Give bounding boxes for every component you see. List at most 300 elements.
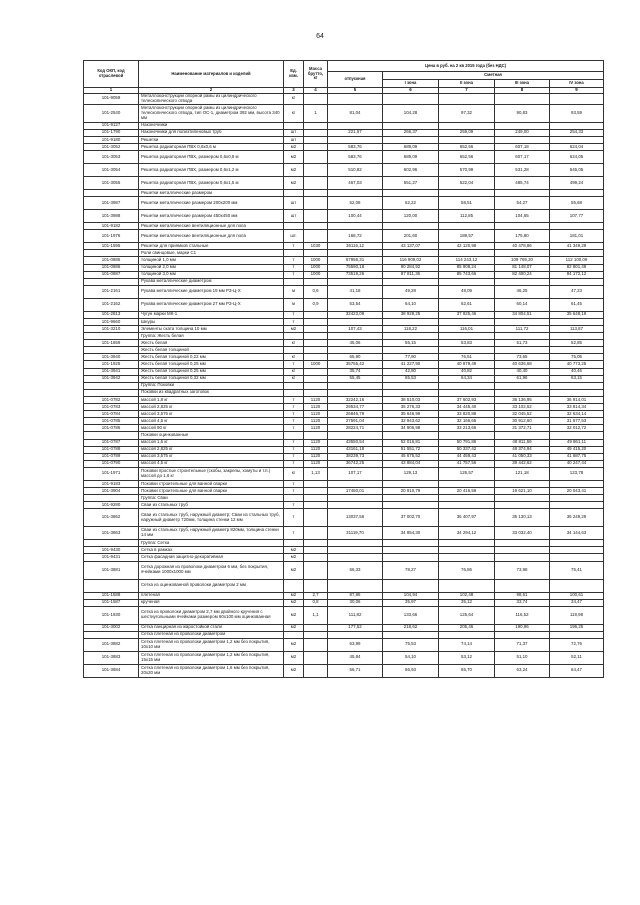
cell-zone2: 50 337,42 (439, 446, 495, 453)
cell-zone4: 34,47 (550, 599, 604, 606)
cell-zone4 (550, 94, 604, 105)
cell-name: Сетка плетеная из проволоки диаметром (139, 631, 284, 638)
cell-zone4: 31 577,53 (550, 418, 604, 425)
cell-zone4 (550, 278, 604, 285)
cell-zone3 (495, 547, 550, 554)
cell-otpusk (328, 318, 383, 325)
cell-otpusk: 53,54 (328, 298, 383, 311)
cell-name: Сетка фасадная защитно-декоративная (139, 554, 284, 561)
col-number: 8 (495, 88, 550, 94)
cell-code: 101-3055 (84, 177, 139, 190)
cell-unit: м2 (284, 599, 304, 606)
table-row (84, 651, 604, 664)
col-number: 7 (439, 88, 495, 94)
header-mass: Масса брутто, кг (304, 61, 328, 88)
cell-unit: м2 (284, 664, 304, 677)
cell-otpusk: 35755,42 (328, 361, 383, 368)
cell-zone4: 72,76 (550, 638, 604, 651)
cell-mass: 1,1 (304, 606, 328, 624)
cell-zone3 (495, 480, 550, 487)
cell-zone2: 64,34 (439, 375, 495, 382)
cell-code (84, 382, 139, 389)
cell-unit: т (284, 404, 304, 411)
cell-name: Шнуры (139, 318, 284, 325)
cell-zone2 (439, 136, 495, 143)
cell-zone3: 40 478,86 (495, 243, 550, 250)
cell-code: 101-2162 (84, 298, 139, 311)
cell-name: Поковки строительные для ванной сварки (139, 480, 284, 487)
cell-zone2: 58,51 (439, 197, 495, 210)
cell-zone1: 43 137,07 (383, 243, 439, 250)
cell-zone1 (383, 318, 439, 325)
cell-code (84, 389, 139, 396)
cell-zone1 (383, 250, 439, 257)
cell-zone1: 90 284,92 (383, 264, 439, 271)
cell-name: массой 1,8 кг (139, 396, 284, 403)
cell-code: 101-1930 (84, 606, 139, 624)
cell-zone4 (550, 547, 604, 554)
cell-unit: т (284, 271, 304, 278)
header-name: Наименование материалов и изделий (139, 61, 284, 88)
cell-code: 101-3052 (84, 143, 139, 150)
cell-name: Сваи из стальных труб (139, 502, 284, 509)
header-zone4: IV зона (550, 80, 604, 88)
cell-unit: шт. (284, 230, 304, 243)
cell-name: Решетка радиаторная ПВХ, размером 0,6х1,5 м (139, 177, 284, 190)
cell-code: 101-3904 (84, 487, 139, 494)
cell-mass (304, 561, 328, 579)
cell-zone4 (550, 540, 604, 547)
cell-code (84, 631, 139, 638)
cell-name: Наконечники (139, 122, 284, 129)
cell-code: 101-9127 (84, 122, 139, 129)
cell-zone3 (495, 223, 550, 230)
cell-otpusk: 221,57 (328, 129, 383, 136)
cell-code: 101-2161 (84, 285, 139, 298)
cell-unit: шт (284, 210, 304, 223)
cell-zone1: 602,96 (383, 164, 439, 177)
cell-zone4: 55,68 (550, 197, 604, 210)
cell-unit: т (284, 243, 304, 250)
cell-mass (304, 94, 328, 105)
cell-code: 101-3882 (84, 638, 139, 651)
cell-otpusk: 36116,12 (328, 243, 383, 250)
cell-zone4 (550, 318, 604, 325)
cell-otpusk: 583,76 (328, 151, 383, 164)
cell-zone3 (495, 333, 550, 340)
cell-zone2: 189,57 (439, 230, 495, 243)
cell-zone4 (550, 631, 604, 638)
cell-zone3: 190,96 (495, 624, 550, 631)
cell-name: Жесть белая толщиной 0,25 мм (139, 361, 284, 368)
table-row (84, 509, 604, 527)
cell-unit: т (284, 487, 304, 494)
cell-mass (304, 527, 328, 540)
cell-mass (304, 638, 328, 651)
cell-otpusk: 583,76 (328, 143, 383, 150)
cell-zone3 (495, 250, 550, 257)
cell-unit: м2 (284, 554, 304, 561)
cell-code: 101-2540 (84, 104, 139, 122)
table-row (84, 624, 604, 631)
cell-otpusk (328, 223, 383, 230)
cell-zone1: 201,60 (383, 230, 439, 243)
cell-name: Решетки металлические вентиляционные для пола (139, 223, 284, 230)
cell-zone4 (550, 190, 604, 197)
cell-mass (304, 651, 328, 664)
cell-zone3: 40 636,68 (495, 361, 550, 368)
col-number: 9 (550, 88, 604, 94)
cell-otpusk: 27591,04 (328, 418, 383, 425)
cell-code: 101-3881 (84, 561, 139, 579)
cell-zone1: 104,94 (383, 592, 439, 599)
cell-zone2: 259,09 (439, 129, 495, 136)
cell-zone4: 49 861,11 (550, 439, 604, 446)
cell-mass (304, 631, 328, 638)
cell-zone1: 104,28 (383, 104, 439, 122)
cell-unit: т (284, 318, 304, 325)
cell-zone2: 76,51 (439, 354, 495, 361)
cell-name: Группа: Жесть белая (139, 333, 284, 340)
cell-zone1: 38 929,25 (383, 311, 439, 318)
cell-zone1: 37 002,70 (383, 509, 439, 527)
cell-mass (304, 278, 328, 285)
page-number: 64 (316, 33, 324, 40)
cell-zone4 (550, 432, 604, 439)
cell-name: Рукава металлические диаметром 27 мм РЗ-Ц-Х (139, 298, 284, 311)
cell-mass (304, 347, 328, 354)
cell-zone3: 48 811,59 (495, 439, 550, 446)
cell-unit (284, 347, 304, 354)
cell-zone3: 73,98 (495, 561, 550, 579)
cell-zone4 (550, 382, 604, 389)
cell-otpusk: 67956,31 (328, 257, 383, 264)
cell-code: 101-0782 (84, 396, 139, 403)
cell-mass (304, 480, 328, 487)
cell-otpusk (328, 547, 383, 554)
cell-zone2: 48,09 (439, 285, 495, 298)
cell-mass (304, 579, 328, 592)
cell-zone3: 33,74 (495, 599, 550, 606)
cell-zone1: 51 551,72 (383, 446, 439, 453)
cell-code (84, 347, 139, 354)
cell-unit: м2 (284, 561, 304, 579)
header-zone2: II зона (439, 80, 495, 88)
cell-zone2: 42 120,98 (439, 243, 495, 250)
cell-mass: 1120 (304, 453, 328, 460)
table-row (84, 418, 604, 425)
price-table (83, 60, 604, 678)
cell-unit (284, 382, 304, 389)
header-smetnaya: Сметная (383, 72, 604, 80)
cell-code: 101-9182 (84, 223, 139, 230)
cell-unit: т (284, 411, 304, 418)
cell-zone2: 112,85 (439, 210, 495, 223)
header-code: Код ОКП, код отраслевой (84, 61, 139, 88)
cell-zone2: 116,01 (439, 326, 495, 333)
cell-mass (304, 502, 328, 509)
cell-zone2: 35,12 (439, 599, 495, 606)
cell-zone3: 485,74 (495, 177, 550, 190)
cell-zone1: 689,09 (383, 143, 439, 150)
cell-name: Жесть белая толщиной 0,32 мм (139, 375, 284, 382)
cell-zone3 (495, 278, 550, 285)
cell-code (84, 250, 139, 257)
cell-zone4: 113,87 (550, 326, 604, 333)
cell-mass (304, 250, 328, 257)
cell-zone2 (439, 223, 495, 230)
cell-code: 101-1976 (84, 230, 139, 243)
cell-zone2 (439, 122, 495, 129)
cell-zone1 (383, 432, 439, 439)
table-row (84, 425, 604, 432)
table-row (84, 347, 604, 354)
cell-zone4: 49 415,20 (550, 446, 604, 453)
cell-code: 101-3988 (84, 210, 139, 223)
cell-unit: кг (284, 354, 304, 361)
table-row (84, 311, 604, 318)
cell-zone3: 54,27 (495, 197, 550, 210)
cell-unit (284, 278, 304, 285)
cell-otpusk: 75590,18 (328, 264, 383, 271)
table-row (84, 298, 604, 311)
cell-otpusk (328, 502, 383, 509)
cell-zone3: 109 769,20 (495, 257, 550, 264)
cell-zone3: 46,25 (495, 285, 550, 298)
cell-name: Рукава металлические диаметром 15 мм РЗ-Ц-Х (139, 285, 284, 298)
cell-name: Жесть белая толщиной (139, 347, 284, 354)
cell-mass (304, 624, 328, 631)
cell-zone4 (550, 250, 604, 257)
cell-zone4: 40,46 (550, 368, 604, 375)
cell-unit: т (284, 264, 304, 271)
cell-name: Сетка дорожная из проволоки диаметром 6 мм, без покрытия, ячейками 1000х1000 мм (139, 561, 284, 579)
cell-zone4: 196,25 (550, 624, 604, 631)
cell-name: Группа: Поковки (139, 382, 284, 389)
cell-otpusk (328, 136, 383, 143)
cell-code: 101-1971 (84, 467, 139, 480)
cell-zone4: 624,05 (550, 151, 604, 164)
cell-mass (304, 509, 328, 527)
cell-name: Наконечники для полиэтиленовых труб (139, 129, 284, 136)
table-row (84, 129, 604, 136)
cell-zone3: 116,52 (495, 606, 550, 624)
cell-otpusk: 45,06 (328, 340, 383, 347)
cell-code: 101-3940 (84, 354, 139, 361)
cell-otpusk: 41,18 (328, 285, 383, 298)
cell-name: Жесть белая толщиной 0,25 мм (139, 368, 284, 375)
cell-mass (304, 487, 328, 494)
cell-mass (304, 375, 328, 382)
cell-mass: 1030 (304, 243, 328, 250)
cell-zone1: 42,80 (383, 368, 439, 375)
cell-zone3: 33 032,40 (495, 527, 550, 540)
cell-name: массой 3,575 кг (139, 411, 284, 418)
cell-mass (304, 177, 328, 190)
table-row (84, 250, 604, 257)
cell-name: массой 1,6 кг (139, 439, 284, 446)
cell-code: 101-3210 (84, 326, 139, 333)
cell-otpusk: 43550,54 (328, 439, 383, 446)
col-number: 2 (139, 88, 284, 94)
cell-otpusk: 107,43 (328, 326, 383, 333)
cell-unit (284, 122, 304, 129)
cell-code: 101-0786 (84, 425, 139, 432)
cell-unit (284, 495, 304, 502)
cell-otpusk (328, 94, 383, 105)
cell-otpusk (328, 250, 383, 257)
cell-name: толщиной 3,0 мм (139, 271, 284, 278)
cell-zone1: 55,15 (383, 340, 439, 347)
cell-unit (284, 250, 304, 257)
cell-zone4 (550, 122, 604, 129)
cell-zone4: 47,23 (550, 285, 604, 298)
cell-zone2: 33 213,66 (439, 425, 495, 432)
cell-unit: т (284, 311, 304, 318)
cell-zone4: 52,85 (550, 340, 604, 347)
cell-mass: 1000 (304, 361, 328, 368)
cell-zone2 (439, 94, 495, 105)
cell-otpusk: 28224,71 (328, 425, 383, 432)
cell-name: Группа: Сваи (139, 495, 284, 502)
cell-zone2: 76,86 (439, 561, 495, 579)
cell-otpusk (328, 278, 383, 285)
cell-zone4: 33 814,34 (550, 404, 604, 411)
cell-zone3: 32 045,52 (495, 411, 550, 418)
cell-name: Решетки для приямков стальные (139, 243, 284, 250)
cell-otpusk: 56,71 (328, 664, 383, 677)
cell-code: 101-0788 (84, 446, 139, 453)
cell-zone1: 551,27 (383, 177, 439, 190)
cell-zone2: 126,57 (439, 467, 495, 480)
cell-mass: 1000 (304, 264, 328, 271)
cell-zone3: 41 050,33 (495, 453, 550, 460)
cell-zone4: 40 247,44 (550, 460, 604, 467)
cell-otpusk: 52,08 (328, 197, 383, 210)
table-row (84, 547, 604, 554)
cell-zone3: 35 130,13 (495, 509, 550, 527)
cell-zone2: 50 791,86 (439, 439, 495, 446)
cell-otpusk: 30,06 (328, 599, 383, 606)
cell-unit: кг (284, 368, 304, 375)
cell-zone4 (550, 502, 604, 509)
cell-mass (304, 210, 328, 223)
cell-name: плетеная (139, 592, 284, 599)
cell-mass (304, 368, 328, 375)
cell-code: 101-9430 (84, 547, 139, 554)
cell-otpusk (328, 389, 383, 396)
cell-otpusk: 107,17 (328, 467, 383, 480)
cell-zone3: 98,51 (495, 592, 550, 599)
table-row (84, 467, 604, 480)
cell-mass: 1000 (304, 257, 328, 264)
cell-mass: 1120 (304, 418, 328, 425)
table-row (84, 264, 604, 271)
table-row (84, 151, 604, 164)
cell-name: Роли свинцовые, марки С1 (139, 250, 284, 257)
cell-zone1 (383, 190, 439, 197)
cell-unit: м2 (284, 638, 304, 651)
cell-mass (304, 495, 328, 502)
cell-zone4 (550, 495, 604, 502)
cell-zone1: 77,90 (383, 354, 439, 361)
table-row (84, 197, 604, 210)
cell-mass (304, 136, 328, 143)
cell-zone4: 254,33 (550, 129, 604, 136)
cell-zone4: 75,05 (550, 354, 604, 361)
cell-unit: кг (284, 340, 304, 347)
cell-mass: 1120 (304, 425, 328, 432)
col-number: 1 (84, 88, 139, 94)
cell-mass (304, 190, 328, 197)
cell-code: 101-3942 (84, 375, 139, 382)
cell-zone1: 20 910,79 (383, 487, 439, 494)
cell-name: Сетка панцирная из жаростойкой стали (139, 624, 284, 631)
cell-unit: шт (284, 129, 304, 136)
cell-zone4: 41 687,75 (550, 453, 604, 460)
table-row (84, 136, 604, 143)
cell-code: 101-1925 (84, 361, 139, 368)
cell-name: Металлоконструкции опорной рамы из цилиндрического телескопического отвода, тип ОС-1, диаметром 392 мм, высота 340 мм (139, 104, 284, 122)
cell-zone2 (439, 382, 495, 389)
cell-zone1: 87 811,36 (383, 271, 439, 278)
cell-zone3: 175,80 (495, 230, 550, 243)
cell-unit: кг (284, 375, 304, 382)
cell-zone3 (495, 347, 550, 354)
cell-code: 101-0887 (84, 271, 139, 278)
cell-zone1: 49,28 (383, 285, 439, 298)
cell-zone2: 40 879,49 (439, 361, 495, 368)
cell-unit: м (284, 285, 304, 298)
cell-name: Сетка плетеная из проволоки диаметром 1,2 мм без покрытия, 15х15 мм (139, 651, 284, 664)
cell-zone1: 52 016,81 (383, 439, 439, 446)
cell-zone2: 53,12 (439, 651, 495, 664)
cell-otpusk: 43161,18 (328, 446, 383, 453)
table-row (84, 230, 604, 243)
cell-code: 101-1588 (84, 592, 139, 599)
cell-code: 101-3054 (84, 164, 139, 177)
table-row (84, 285, 604, 298)
cell-name: Жесть белая толщиной 0,22 мм (139, 354, 284, 361)
cell-code: 101-0886 (84, 264, 139, 271)
cell-name: Решетки (139, 136, 284, 143)
cell-zone3 (495, 318, 550, 325)
cell-code (84, 432, 139, 439)
table-row (84, 527, 604, 540)
cell-otpusk (328, 579, 383, 592)
cell-otpusk (328, 540, 383, 547)
cell-zone2 (439, 502, 495, 509)
cell-otpusk: 32423,09 (328, 311, 383, 318)
table-row (84, 561, 604, 579)
cell-mass: 1 (304, 104, 328, 122)
cell-name: толщиной 2,0 мм (139, 264, 284, 271)
cell-zone2: 652,56 (439, 151, 495, 164)
cell-code: 101-0785 (84, 418, 139, 425)
cell-zone1: 34 854,30 (383, 527, 439, 540)
cell-name: Решетка радиаторная ПВХ 0,6х0,6 м (139, 143, 284, 150)
cell-code: 101-0789 (84, 453, 139, 460)
table-row (84, 453, 604, 460)
cell-code: 101-0784 (84, 411, 139, 418)
cell-unit: м2 (284, 326, 304, 333)
cell-mass (304, 432, 328, 439)
cell-name: массой 90 кг (139, 425, 284, 432)
cell-zone4: 93,59 (550, 104, 604, 122)
cell-unit: т (284, 446, 304, 453)
cell-mass (304, 326, 328, 333)
cell-zone3: 60,14 (495, 298, 550, 311)
